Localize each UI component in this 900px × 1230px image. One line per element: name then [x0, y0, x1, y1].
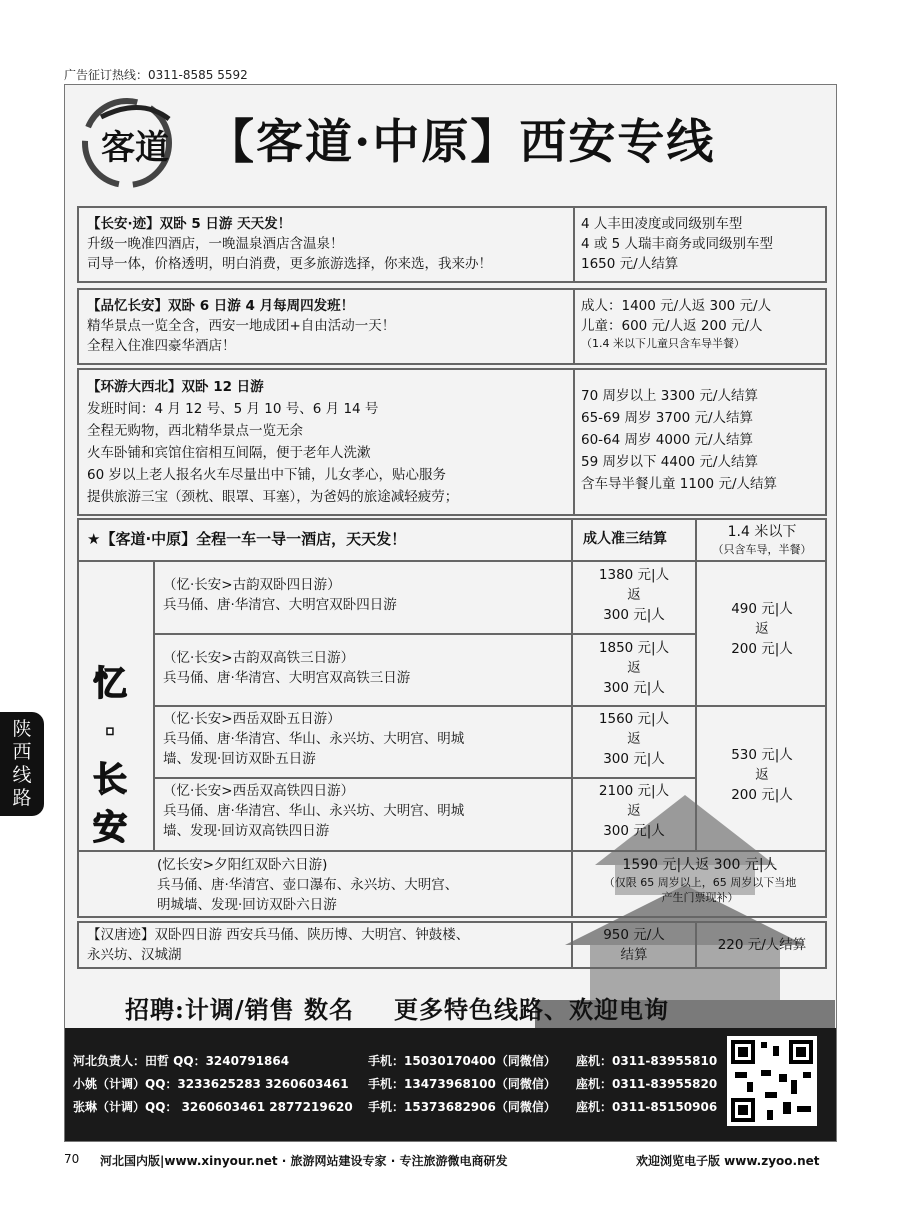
group-header: ★【客道·中原】全程一车一导一酒店，天天发！	[87, 530, 407, 548]
price-line: 1560 元|人	[598, 711, 670, 727]
section-title-yichangan	[85, 660, 135, 852]
price-note: 产生门票现补）	[661, 891, 739, 904]
divider	[573, 288, 575, 365]
tour-desc: 明城墙、发现·回访双卧六日游	[157, 897, 337, 913]
price-line: 返	[627, 587, 641, 603]
price-line: 530 元|人	[731, 747, 793, 763]
divider	[153, 777, 695, 779]
divider	[77, 560, 827, 562]
divider	[573, 368, 575, 516]
tour-row	[163, 709, 464, 769]
qr-code-icon	[727, 1036, 817, 1126]
section-char: 长	[93, 760, 127, 800]
route1-description	[87, 214, 492, 274]
divider	[153, 705, 827, 707]
child-price-b	[697, 745, 827, 805]
price-note: （1.4 米以下儿童只含车导半餐）	[581, 337, 745, 350]
price-line: 200 元|人	[731, 641, 793, 657]
hantang-description	[87, 925, 469, 965]
tour-adult-price	[573, 709, 695, 769]
contact-band	[65, 1028, 837, 1142]
price-line: 59 周岁以下 4400 元/人结算	[581, 454, 758, 470]
tour-row	[163, 575, 397, 615]
tab-char: 线	[12, 764, 32, 786]
section-char: 安	[93, 808, 127, 848]
tour-desc: 兵马俑、唐·华清宫、大明宫双卧四日游	[163, 597, 397, 613]
price-line: 490 元|人	[731, 601, 793, 617]
col-adult-header: 成人准三结算	[583, 531, 667, 547]
ad-hotline: 广告征订热线：0311-8585 5592	[64, 68, 248, 82]
price-line: 返	[755, 767, 769, 783]
route3-line: 提供旅游三宝（颈枕、眼罩、耳塞），为爸妈的旅途减轻疲劳；	[87, 489, 459, 505]
price-line: 1590 元|人返 300 元|人	[622, 857, 778, 873]
price-note: （仅限 65 周岁以上，65 周岁以下当地	[603, 876, 797, 889]
kedao-logo-icon	[81, 97, 173, 189]
price-line: 300 元|人	[603, 607, 665, 623]
tour-name: （忆·长安>西岳双卧五日游）	[163, 711, 341, 727]
contact-phone: 座机：0311-85150906	[576, 1100, 718, 1114]
tour-adult-price	[573, 781, 695, 841]
contact-mobile: 手机：15030170400（同微信）	[368, 1054, 556, 1068]
logo-text: 客道	[101, 128, 169, 168]
tour-adult-price	[573, 565, 695, 625]
tab-char: 西	[12, 741, 32, 763]
recruit-text: 招聘:计调/销售 数名	[125, 995, 354, 1024]
route3-title: 【环游大西北】双卧 12 日游	[87, 379, 264, 395]
price-line: 300 元|人	[603, 680, 665, 696]
tour-desc: 墙、发现·回访双高铁四日游	[163, 823, 330, 839]
contact-mobile: 手机：13473968100（同微信）	[368, 1077, 556, 1091]
tour-name: (忆长安>夕阳红双卧六日游)	[157, 857, 328, 873]
price-line: 成人：1400 元/人返 300 元/人	[581, 298, 772, 314]
price-line: 65-69 周岁 3700 元/人结算	[581, 410, 754, 426]
route1-line: 司导一体，价格透明，明白消费，更多旅游选择，你来选，我来办！	[87, 256, 492, 272]
divider	[153, 633, 695, 635]
price-line: 含车导半餐儿童 1100 元/人结算	[581, 476, 777, 492]
divider	[77, 850, 827, 852]
price-line: 300 元|人	[603, 823, 665, 839]
route3-line: 全程无购物，西北精华景点一览无余	[87, 423, 303, 439]
col-child-note: （只含车导，半餐）	[712, 543, 812, 556]
route2-line: 精华景点一览全含，西安一地成团+自由活动一天！	[87, 318, 396, 334]
route1-line: 升级一晚准四酒店，一晚温泉酒店含温泉！	[87, 236, 344, 252]
route2-price	[581, 296, 771, 351]
hantang-line: 【汉唐迹】双卧四日游 西安兵马俑、陕历博、大明宫、钟鼓楼、	[87, 927, 470, 943]
tour-row	[157, 855, 458, 915]
route3-line: 发班时间：4 月 12 号、5 月 10 号、6 月 14 号	[87, 401, 379, 417]
price-line: 60-64 周岁 4000 元/人结算	[581, 432, 754, 448]
col-child-header	[697, 522, 827, 557]
tour-desc: 兵马俑、唐·华清宫、华山、永兴坊、大明宫、明城	[163, 803, 465, 819]
divider	[573, 206, 575, 283]
price-line: 儿童：600 元/人返 200 元/人	[581, 318, 763, 334]
contact-mobile: 手机：15373682906（同微信）	[368, 1100, 556, 1114]
price-line: 950 元/人	[603, 927, 665, 943]
region-side-tab	[0, 712, 44, 816]
tour-row	[163, 648, 410, 688]
route2-description	[87, 296, 395, 356]
page-title: 【客道·中原】西安专线	[207, 115, 716, 170]
section-char: ·	[103, 712, 117, 752]
route2-title: 【品忆长安】双卧 6 日游 4 月每周四发班！	[87, 298, 355, 314]
tour-desc: 兵马俑、唐·华清宫、大明宫双高铁三日游	[163, 670, 411, 686]
route3-price	[581, 385, 777, 495]
section-char: 忆	[93, 664, 127, 704]
route3-description	[87, 376, 458, 508]
contact-phone: 座机：0311-83955810	[576, 1054, 718, 1068]
tour-desc: 兵马俑、唐·华清宫、华山、永兴坊、大明宫、明城	[163, 731, 465, 747]
price-line: 1650 元/人结算	[581, 256, 679, 272]
tour-desc: 兵马俑、唐·华清宫、壶口瀑布、永兴坊、大明宫、	[157, 877, 459, 893]
footer-right-text: 欢迎浏览电子版 www.zyoo.net	[636, 1154, 820, 1168]
hantang-child-price: 220 元/人结算	[717, 937, 807, 953]
tour-adult-price	[573, 638, 695, 698]
hantang-line: 永兴坊、汉城湖	[87, 947, 182, 963]
page-number: 70	[64, 1152, 80, 1166]
price-line: 返	[627, 660, 641, 676]
child-price-a	[697, 599, 827, 659]
tour-name: （忆·长安>古韵双高铁三日游）	[163, 650, 355, 666]
price-line: 返	[755, 621, 769, 637]
price-line: 2100 元|人	[598, 783, 670, 799]
price-line: 1850 元|人	[598, 640, 670, 656]
tour-desc: 墙、发现·回访双卧五日游	[163, 751, 316, 767]
price-line: 300 元|人	[603, 751, 665, 767]
hantang-adult-price	[573, 925, 695, 965]
price-line: 200 元|人	[731, 787, 793, 803]
price-line: 4 人丰田凌度或同级别车型	[581, 216, 743, 232]
price-line: 70 周岁以上 3300 元/人结算	[581, 388, 758, 404]
tab-char: 陕	[12, 718, 32, 740]
route3-line: 火车卧铺和宾馆住宿相互间隔，便于老年人洗漱	[87, 445, 371, 461]
contact-name: 小姚（计调）QQ：3233625283 3260603461	[73, 1077, 349, 1091]
tour-name: （忆·长安>西岳双高铁四日游）	[163, 783, 355, 799]
price-line: 返	[627, 803, 641, 819]
tour-row	[163, 781, 464, 841]
route1-price	[581, 214, 773, 274]
price-line: 结算	[620, 947, 648, 963]
recruit-banner	[125, 990, 669, 1025]
route3-line: 60 岁以上老人报名火车尽量出中下铺，儿女孝心，贴心服务	[87, 467, 446, 483]
contact-name: 张琳（计调）QQ： 3260603461 2877219620	[73, 1100, 353, 1114]
col-child-line: 1.4 米以下	[727, 524, 797, 540]
price-line: 返	[627, 731, 641, 747]
tour-name: （忆·长安>古韵双卧四日游）	[163, 577, 341, 593]
route1-title: 【长安·迹】双卧 5 日游 天天发！	[87, 216, 292, 232]
tab-char: 路	[12, 787, 32, 809]
advert-panel	[64, 84, 837, 1142]
route2-line: 全程入住准四豪华酒店！	[87, 338, 236, 354]
footer-left-text: 河北国内版|www.xinyour.net · 旅游网站建设专家 · 专注旅游微电商研发	[100, 1154, 508, 1168]
price-line: 4 或 5 人瑞丰商务或同级别车型	[581, 236, 774, 252]
sunset-price	[573, 855, 827, 905]
contact-phone: 座机：0311-83955820	[576, 1077, 718, 1091]
more-routes-text: 更多特色线路、欢迎电询	[393, 995, 669, 1024]
price-line: 1380 元|人	[598, 567, 670, 583]
contact-name: 河北负责人：田哲 QQ：3240791864	[73, 1054, 290, 1068]
